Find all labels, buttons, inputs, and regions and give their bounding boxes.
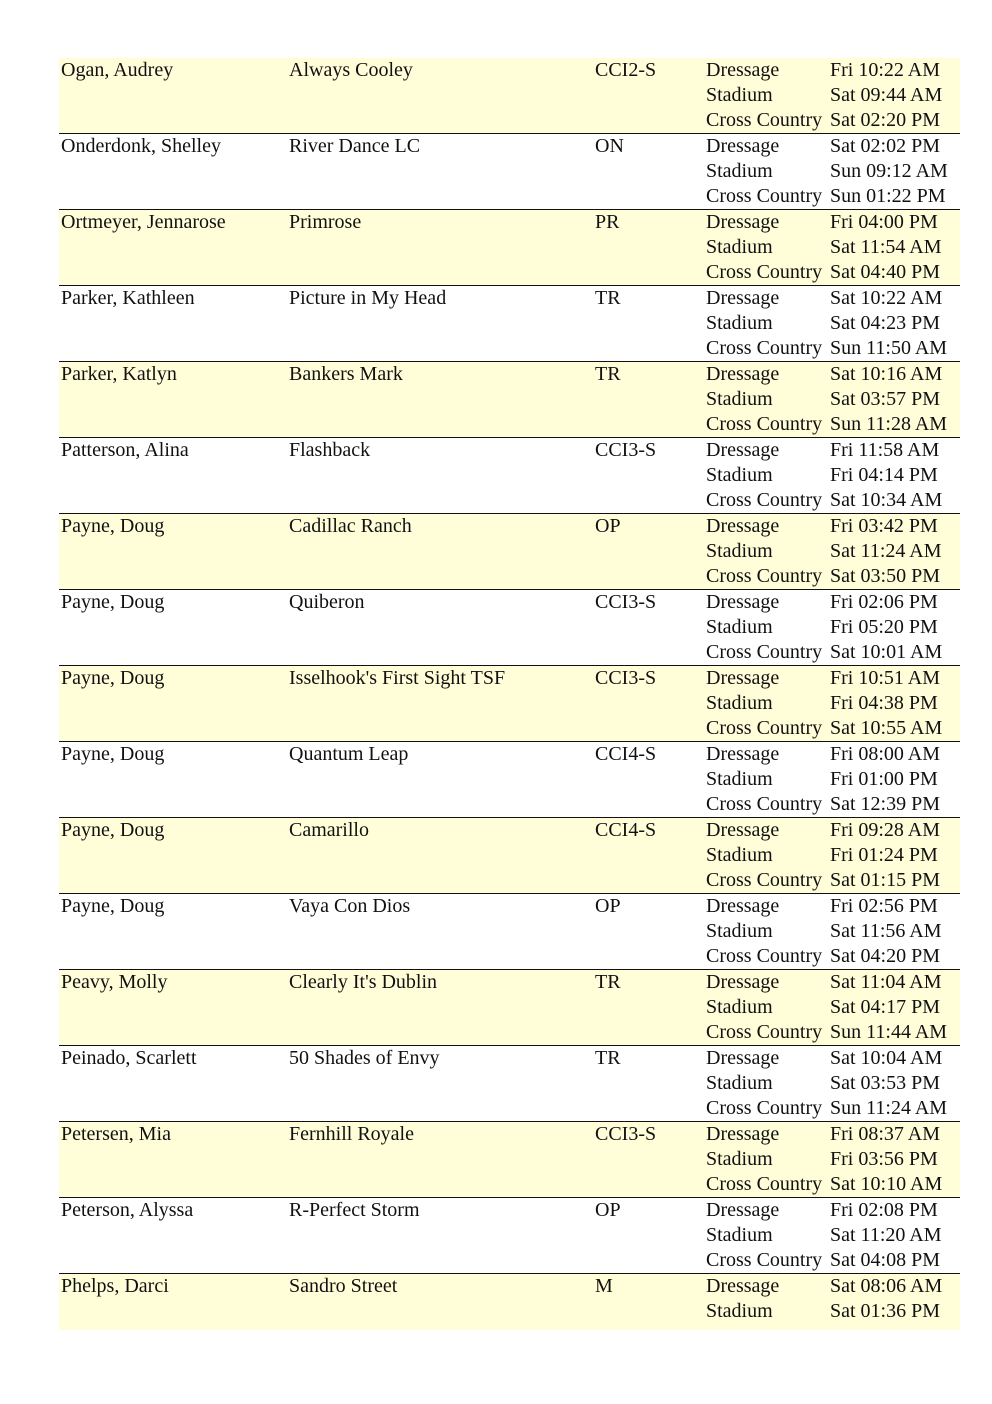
rider-name: Ogan, Audrey [61, 59, 174, 81]
phase-name: Stadium [706, 1148, 773, 1170]
phase-name: Cross Country [706, 185, 823, 207]
phase-row [706, 1147, 960, 1172]
entry-row [59, 286, 960, 362]
entry-row [59, 1274, 960, 1330]
phase-time: Fri 08:00 AM [830, 743, 941, 765]
phase-time: Fri 08:37 AM [830, 1123, 941, 1145]
phase-times [706, 970, 960, 1045]
phase-row [706, 666, 960, 691]
phase-row [706, 1122, 960, 1147]
rider-name: Payne, Doug [61, 515, 165, 537]
entry-row [59, 134, 960, 210]
division-code: OP [595, 515, 621, 537]
phase-name: Stadium [706, 844, 773, 866]
horse-name: R-Perfect Storm [289, 1199, 420, 1221]
phase-row [706, 919, 960, 944]
division-code: CCI3-S [595, 667, 657, 689]
phase-times [706, 134, 960, 209]
division-code: OP [595, 895, 621, 917]
phase-name: Dressage [706, 135, 780, 157]
phase-time: Sat 03:53 PM [830, 1072, 941, 1094]
entry-row [59, 666, 960, 742]
phase-name: Dressage [706, 59, 780, 81]
phase-name: Stadium [706, 388, 773, 410]
phase-times [706, 818, 960, 893]
phase-time: Sat 10:55 AM [830, 717, 943, 739]
phase-times [706, 438, 960, 513]
phase-time: Sun 11:44 AM [830, 1021, 948, 1043]
phase-name: Cross Country [706, 793, 823, 815]
phase-name: Dressage [706, 971, 780, 993]
rider-name: Payne, Doug [61, 591, 165, 613]
phase-row [706, 818, 960, 843]
rider-name: Petersen, Mia [61, 1123, 171, 1145]
phase-time: Sat 04:08 PM [830, 1249, 941, 1271]
phase-row [706, 387, 960, 412]
division-code: TR [595, 1047, 621, 1069]
phase-time: Fri 04:38 PM [830, 692, 938, 714]
phase-time: Fri 11:58 AM [830, 439, 940, 461]
phase-time: Sat 09:44 AM [830, 84, 943, 106]
phase-row [706, 742, 960, 767]
phase-name: Cross Country [706, 641, 823, 663]
phase-row [706, 488, 960, 513]
phase-time: Sat 03:50 PM [830, 565, 941, 587]
phase-name: Cross Country [706, 1173, 823, 1195]
phase-time: Sat 10:01 AM [830, 641, 943, 663]
phase-row [706, 134, 960, 159]
rider-name: Patterson, Alina [61, 439, 189, 461]
rider-name: Phelps, Darci [61, 1275, 169, 1297]
phase-name: Stadium [706, 160, 773, 182]
phase-row [706, 235, 960, 260]
phase-time: Sat 10:04 AM [830, 1047, 943, 1069]
phase-time: Fri 10:51 AM [830, 667, 941, 689]
horse-name: Picture in My Head [289, 287, 447, 309]
entry-row [59, 818, 960, 894]
phase-time: Fri 03:42 PM [830, 515, 938, 537]
phase-time: Fri 10:22 AM [830, 59, 941, 81]
division-code: CCI4-S [595, 819, 657, 841]
entry-row [59, 1122, 960, 1198]
phase-time: Sun 11:50 AM [830, 337, 948, 359]
division-code: OP [595, 1199, 621, 1221]
phase-name: Dressage [706, 1047, 780, 1069]
division-code: CCI2-S [595, 59, 657, 81]
entry-row [59, 894, 960, 970]
division-code: PR [595, 211, 620, 233]
phase-name: Dressage [706, 211, 780, 233]
phase-name: Cross Country [706, 261, 823, 283]
phase-time: Sun 09:12 AM [830, 160, 948, 182]
entry-row [59, 1046, 960, 1122]
phase-time: Fri 03:56 PM [830, 1148, 938, 1170]
division-code: TR [595, 363, 621, 385]
phase-row [706, 159, 960, 184]
phase-name: Dressage [706, 439, 780, 461]
division-code: CCI4-S [595, 743, 657, 765]
horse-name: Quiberon [289, 591, 365, 613]
phase-time: Sat 11:24 AM [830, 540, 942, 562]
phase-times [706, 514, 960, 589]
phase-times [706, 286, 960, 361]
rider-name: Payne, Doug [61, 819, 165, 841]
phase-name: Stadium [706, 996, 773, 1018]
phase-name: Stadium [706, 1072, 773, 1094]
phase-name: Cross Country [706, 1249, 823, 1271]
phase-name: Dressage [706, 819, 780, 841]
phase-row [706, 716, 960, 741]
phase-row [706, 615, 960, 640]
phase-name: Dressage [706, 1123, 780, 1145]
horse-name: Sandro Street [289, 1275, 398, 1297]
phase-time: Fri 02:06 PM [830, 591, 938, 613]
phase-row [706, 894, 960, 919]
phase-times [706, 210, 960, 285]
phase-row [706, 412, 960, 437]
phase-name: Cross Country [706, 109, 823, 131]
phase-time: Fri 02:56 PM [830, 895, 938, 917]
phase-name: Cross Country [706, 489, 823, 511]
phase-name: Cross Country [706, 869, 823, 891]
phase-name: Dressage [706, 667, 780, 689]
rider-name: Ortmeyer, Jennarose [61, 211, 226, 233]
phase-row [706, 311, 960, 336]
phase-name: Cross Country [706, 717, 823, 739]
rider-name: Onderdonk, Shelley [61, 135, 221, 157]
phase-name: Stadium [706, 692, 773, 714]
horse-name: Flashback [289, 439, 371, 461]
phase-row [706, 564, 960, 589]
phase-name: Dressage [706, 1275, 780, 1297]
phase-row [706, 184, 960, 209]
phase-time: Sat 04:20 PM [830, 945, 941, 967]
phase-time: Sat 04:40 PM [830, 261, 941, 283]
phase-time: Fri 09:28 AM [830, 819, 941, 841]
phase-time: Sat 02:02 PM [830, 135, 941, 157]
horse-name: Vaya Con Dios [289, 895, 411, 917]
phase-row [706, 640, 960, 665]
horse-name: Always Cooley [289, 59, 413, 81]
rider-name: Payne, Doug [61, 895, 165, 917]
entry-row [59, 514, 960, 590]
phase-name: Dressage [706, 287, 780, 309]
phase-times [706, 1198, 960, 1273]
horse-name: Fernhill Royale [289, 1123, 414, 1145]
entry-row [59, 970, 960, 1046]
phase-time: Sat 11:04 AM [830, 971, 942, 993]
horse-name: 50 Shades of Envy [289, 1047, 440, 1069]
phase-row [706, 1071, 960, 1096]
phase-row [706, 514, 960, 539]
phase-name: Cross Country [706, 413, 823, 435]
entry-row [59, 590, 960, 666]
entry-row [59, 742, 960, 818]
phase-name: Stadium [706, 312, 773, 334]
ride-times-table [59, 58, 960, 1330]
phase-row [706, 1198, 960, 1223]
phase-time: Sat 10:16 AM [830, 363, 943, 385]
phase-time: Sat 11:56 AM [830, 920, 942, 942]
division-code: CCI3-S [595, 591, 657, 613]
phase-row [706, 995, 960, 1020]
phase-name: Stadium [706, 1300, 773, 1322]
rider-name: Peavy, Molly [61, 971, 168, 993]
phase-row [706, 843, 960, 868]
phase-time: Sun 11:24 AM [830, 1097, 948, 1119]
horse-name: Primrose [289, 211, 362, 233]
phase-time: Fri 01:24 PM [830, 844, 938, 866]
phase-times [706, 58, 960, 133]
phase-time: Fri 04:00 PM [830, 211, 938, 233]
phase-row [706, 1096, 960, 1121]
phase-row [706, 767, 960, 792]
phase-row [706, 108, 960, 133]
division-code: TR [595, 971, 621, 993]
phase-row [706, 1274, 960, 1299]
phase-time: Sat 02:20 PM [830, 109, 941, 131]
phase-time: Fri 05:20 PM [830, 616, 938, 638]
horse-name: Quantum Leap [289, 743, 409, 765]
entry-row [59, 1198, 960, 1274]
phase-row [706, 286, 960, 311]
horse-name: Cadillac Ranch [289, 515, 412, 537]
phase-name: Cross Country [706, 337, 823, 359]
phase-row [706, 336, 960, 361]
phase-times [706, 1046, 960, 1121]
phase-row [706, 691, 960, 716]
phase-name: Stadium [706, 84, 773, 106]
phase-time: Fri 02:08 PM [830, 1199, 938, 1221]
phase-row [706, 539, 960, 564]
phase-row [706, 868, 960, 893]
phase-time: Fri 04:14 PM [830, 464, 938, 486]
phase-row [706, 1248, 960, 1273]
phase-row [706, 792, 960, 817]
phase-time: Sun 01:22 PM [830, 185, 946, 207]
phase-name: Dressage [706, 743, 780, 765]
phase-times [706, 590, 960, 665]
phase-time: Sat 04:23 PM [830, 312, 941, 334]
phase-row [706, 1172, 960, 1197]
phase-row [706, 1223, 960, 1248]
phase-row [706, 590, 960, 615]
phase-times [706, 894, 960, 969]
phase-name: Stadium [706, 540, 773, 562]
phase-time: Sat 08:06 AM [830, 1275, 943, 1297]
division-code: M [595, 1275, 613, 1297]
phase-name: Dressage [706, 363, 780, 385]
phase-name: Stadium [706, 920, 773, 942]
horse-name: Camarillo [289, 819, 369, 841]
phase-time: Sat 04:17 PM [830, 996, 941, 1018]
phase-row [706, 970, 960, 995]
rider-name: Peinado, Scarlett [61, 1047, 197, 1069]
phase-row [706, 58, 960, 83]
rider-name: Payne, Doug [61, 667, 165, 689]
phase-row [706, 83, 960, 108]
phase-time: Sat 01:15 PM [830, 869, 941, 891]
phase-time: Sat 12:39 PM [830, 793, 941, 815]
phase-name: Stadium [706, 1224, 773, 1246]
horse-name: Bankers Mark [289, 363, 403, 385]
entry-row [59, 438, 960, 514]
phase-name: Dressage [706, 515, 780, 537]
phase-name: Stadium [706, 236, 773, 258]
horse-name: Clearly It's Dublin [289, 971, 438, 993]
division-code: CCI3-S [595, 1123, 657, 1145]
phase-times [706, 1122, 960, 1197]
phase-row [706, 1299, 960, 1324]
phase-row [706, 260, 960, 285]
phase-row [706, 438, 960, 463]
phase-name: Cross Country [706, 1097, 823, 1119]
rider-name: Parker, Katlyn [61, 363, 177, 385]
phase-time: Sat 11:54 AM [830, 236, 942, 258]
phase-name: Cross Country [706, 1021, 823, 1043]
rider-name: Payne, Doug [61, 743, 165, 765]
entry-row [59, 58, 960, 134]
phase-time: Fri 01:00 PM [830, 768, 938, 790]
rider-name: Peterson, Alyssa [61, 1199, 194, 1221]
division-code: ON [595, 135, 624, 157]
horse-name: River Dance LC [289, 135, 421, 157]
phase-row [706, 1020, 960, 1045]
division-code: TR [595, 287, 621, 309]
phase-times [706, 362, 960, 437]
division-code: CCI3-S [595, 439, 657, 461]
phase-time: Sat 03:57 PM [830, 388, 941, 410]
horse-name: Isselhook's First Sight TSF [289, 667, 506, 689]
phase-name: Cross Country [706, 945, 823, 967]
phase-row [706, 362, 960, 387]
phase-name: Dressage [706, 895, 780, 917]
phase-row [706, 463, 960, 488]
phase-name: Stadium [706, 464, 773, 486]
phase-times [706, 742, 960, 817]
phase-name: Dressage [706, 1199, 780, 1221]
phase-row [706, 1046, 960, 1071]
phase-time: Sat 10:10 AM [830, 1173, 943, 1195]
entry-row [59, 210, 960, 286]
phase-time: Sat 01:36 PM [830, 1300, 941, 1322]
phase-time: Sat 10:22 AM [830, 287, 943, 309]
entry-row [59, 362, 960, 438]
phase-name: Stadium [706, 768, 773, 790]
rider-name: Parker, Kathleen [61, 287, 195, 309]
phase-name: Cross Country [706, 565, 823, 587]
phase-time: Sun 11:28 AM [830, 413, 948, 435]
phase-time: Sat 11:20 AM [830, 1224, 942, 1246]
phase-times [706, 666, 960, 741]
phase-name: Dressage [706, 591, 780, 613]
phase-row [706, 944, 960, 969]
phase-name: Stadium [706, 616, 773, 638]
phase-times [706, 1274, 960, 1324]
phase-time: Sat 10:34 AM [830, 489, 943, 511]
phase-row [706, 210, 960, 235]
